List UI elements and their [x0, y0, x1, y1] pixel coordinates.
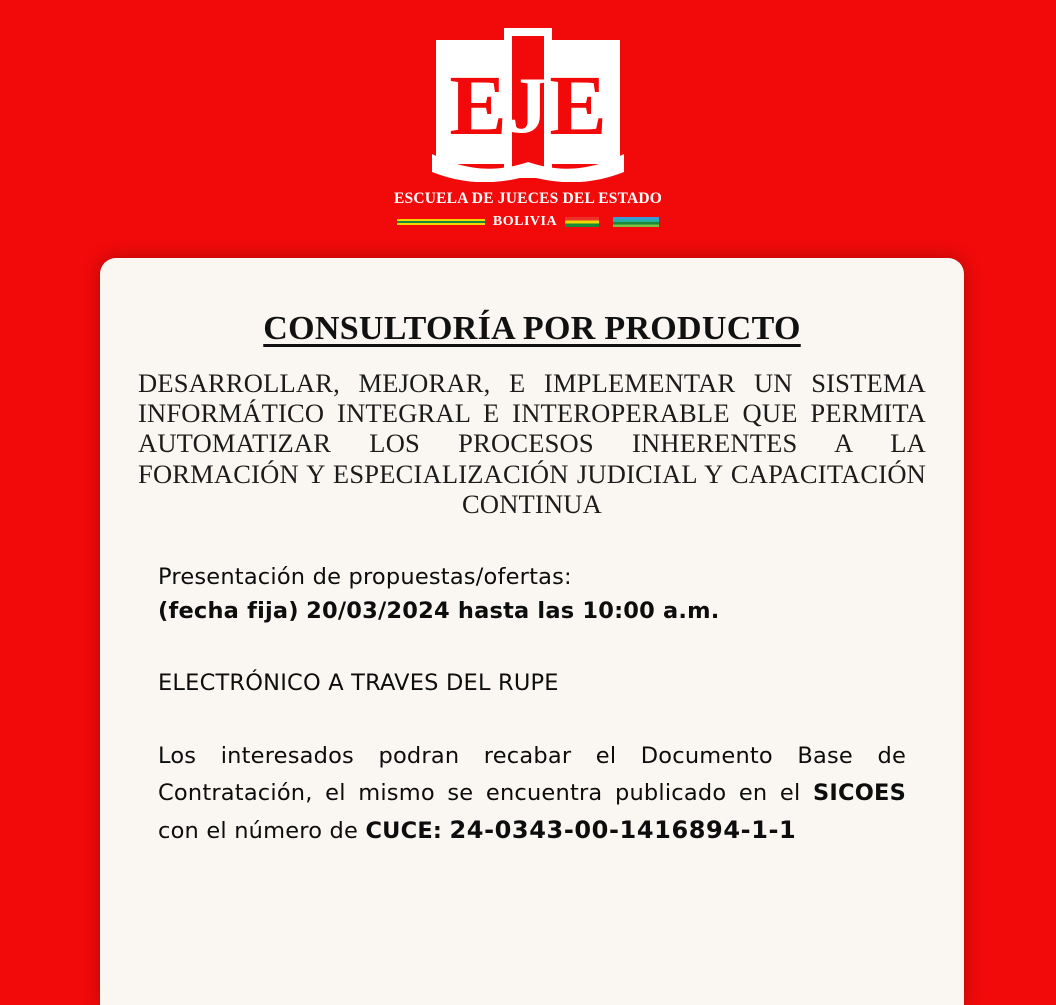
submission-date-value: 20/03/2024 hasta las 10:00 a.m. [306, 597, 720, 624]
consultancy-description: DESARROLLAR, MEJORAR, E IMPLEMENTAR UN SISTEMA INFORMÁTICO INTEGRAL E INTEROPERABLE QUE PERMITA AUTOMATIZAR LOS PROCESOS INHERENTES A LA FORMACIÓN Y ESPECIALIZACIÓN JUDICIAL Y CAPACITACIÓN CONTINUA [138, 368, 926, 519]
cuce-label: CUCE: [365, 818, 443, 845]
sicoes-platform-name: SICOES [813, 779, 906, 806]
wiphala-flag-icon [613, 217, 659, 227]
svg-text:E: E [449, 57, 507, 153]
cuce-value: 24-0343-00-1416894-1-1 [449, 816, 797, 845]
country-label: BOLIVIA [492, 214, 558, 229]
poster-header [0, 0, 1056, 230]
modality-line: ELECTRÓNICO A TRAVES DEL RUPE [158, 669, 559, 696]
submission-date-prefix: (fecha fija) [158, 597, 299, 624]
bolivia-flag-icon [565, 217, 599, 227]
submission-label: Presentación de propuestas/ofertas: [158, 564, 572, 591]
svg-text:E: E [549, 57, 607, 153]
institution-country-row [397, 214, 659, 230]
page-title: CONSULTORÍA POR PRODUCTO [263, 310, 801, 347]
submission-date-line [158, 595, 906, 629]
announcement-details [136, 561, 928, 850]
information-paragraph [158, 738, 906, 850]
svg-text:J: J [508, 62, 548, 150]
spacer [158, 700, 906, 738]
decorative-rule [397, 219, 485, 225]
spacer [158, 629, 906, 667]
open-book-eje-logo-icon [428, 22, 628, 182]
announcement-card [100, 258, 964, 1005]
institution-name: ESCUELA DE JUECES DEL ESTADO [393, 190, 663, 207]
info-text-part2: con el número de [158, 818, 366, 845]
info-text-part1: Los interesados podran recabar el Documento Base de Contratación, el mismo se encuentra publicado en el [158, 743, 906, 806]
